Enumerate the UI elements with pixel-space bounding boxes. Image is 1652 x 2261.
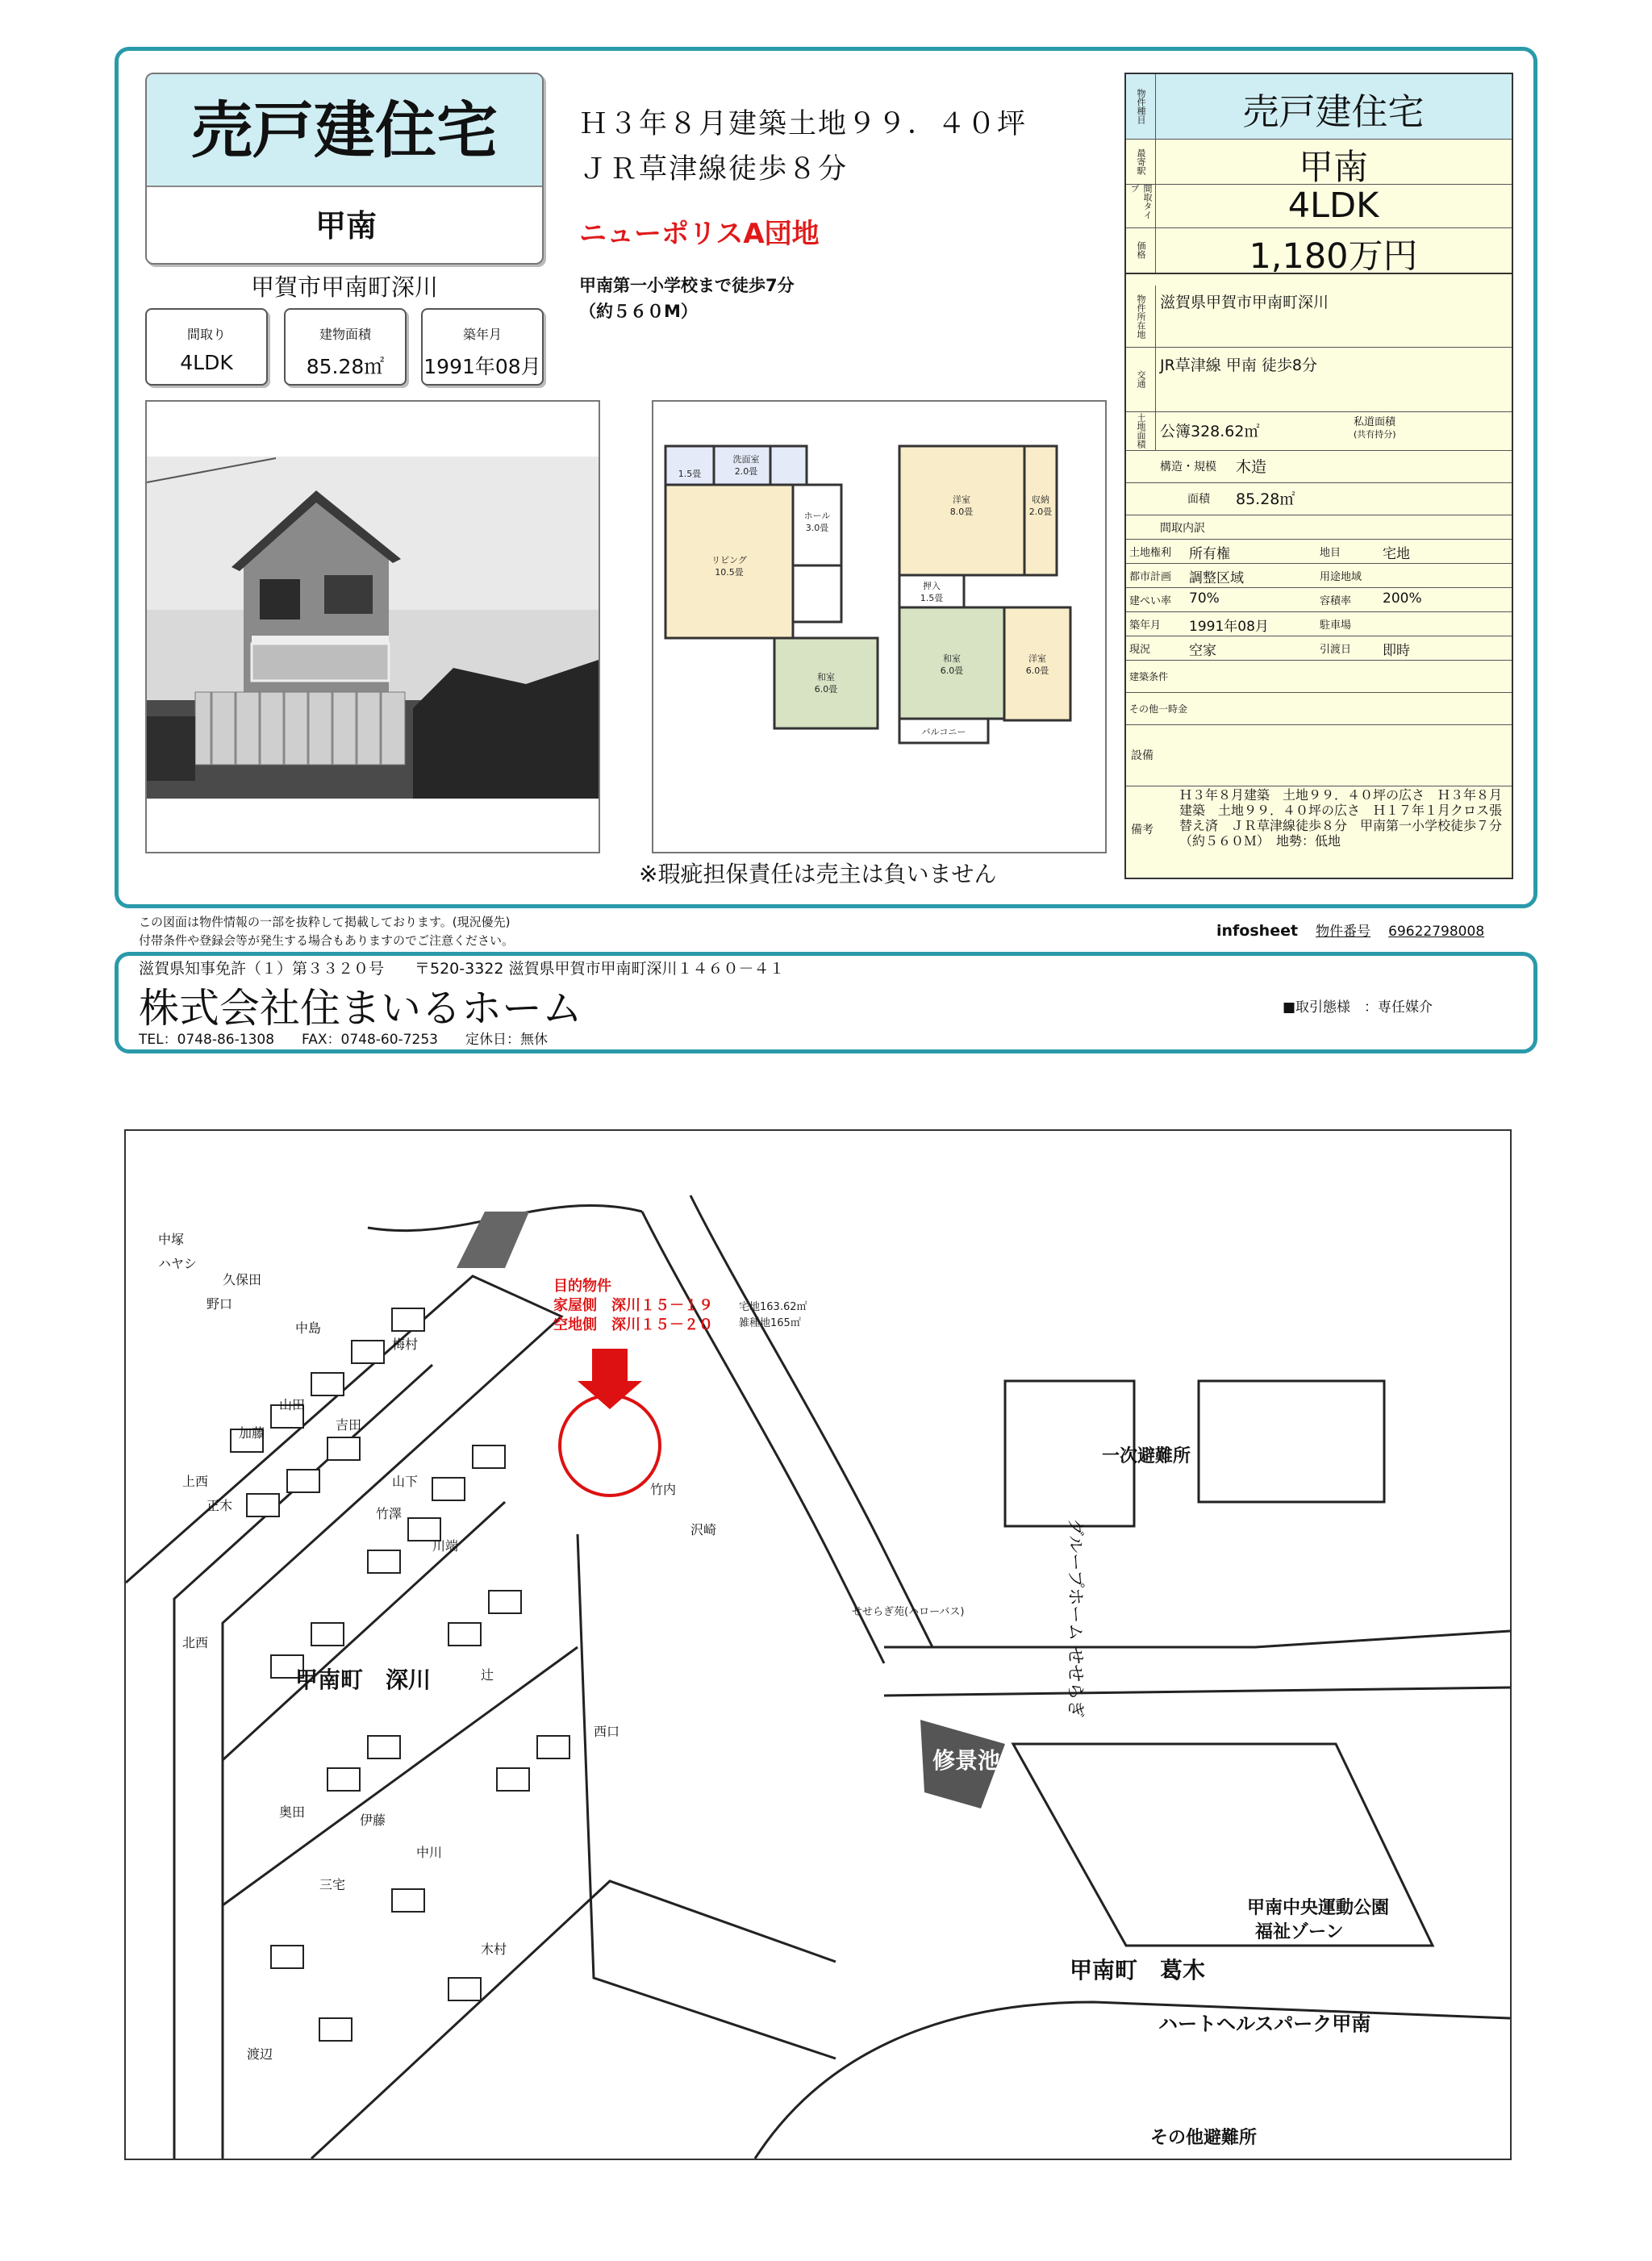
- map-district-kazuraki: 甲南町 葛木: [1070, 1957, 1206, 1984]
- spec-traffic-label: 交通: [1126, 347, 1156, 411]
- spec-type-row: [1126, 74, 1512, 140]
- spec-kv-row: [1126, 587, 1512, 612]
- spec-location-row: [1126, 286, 1512, 348]
- map-bus-stop: せせらぎ苑(ハローバス): [852, 1606, 965, 1618]
- infosheet-ref: [1216, 920, 1484, 940]
- map-resident: 梅村: [392, 1337, 419, 1352]
- spec-key: 都市計画: [1129, 571, 1172, 583]
- room-label: ホール: [803, 511, 831, 521]
- warranty-disclaimer: ※瑕疵担保責任は売主は負いません: [639, 861, 997, 887]
- school-line1: 甲南第一小学校まで徒歩7分: [579, 276, 795, 295]
- spec-value: 調整区域: [1189, 570, 1244, 586]
- map-park1: 甲南中央運動公園: [1247, 1898, 1390, 1918]
- map-target-line1: 家屋側 深川１５－１９: [553, 1297, 713, 1314]
- map-resident: 久保田: [223, 1272, 262, 1287]
- map-resident: 加藤: [239, 1425, 265, 1441]
- spec-structure-value: 木造: [1236, 458, 1267, 476]
- room-size: 2.0畳: [1028, 507, 1053, 517]
- house-photo-image: [147, 402, 599, 852]
- property-no-label: 物件番号: [1316, 924, 1371, 940]
- spec-key: 容積率: [1320, 595, 1352, 607]
- built-date-label: 築年月: [462, 327, 502, 342]
- map-resident: 伊藤: [360, 1813, 386, 1828]
- spec-price-row: [1126, 227, 1512, 277]
- layout-value: 4LDK: [180, 351, 233, 374]
- room-label: 洋室: [953, 494, 970, 505]
- map-district-fukawa: 甲南町 深川: [295, 1667, 432, 1693]
- spec-equipment-row: [1126, 724, 1512, 786]
- room-label: 洗面室: [732, 454, 760, 465]
- area-title: 甲南: [315, 208, 377, 244]
- room-label: リビング: [711, 555, 747, 565]
- spec-key: 現況: [1129, 644, 1151, 656]
- map-target-label: 目的物件: [553, 1278, 611, 1295]
- map-resident: 辻: [481, 1667, 494, 1683]
- layout-label: 間取り: [186, 327, 226, 342]
- spec-traffic-row: [1126, 347, 1512, 412]
- map-resident: 沢崎: [690, 1522, 717, 1537]
- spec-kv-row: [1126, 539, 1512, 564]
- spec-layout-value: 4LDK: [1287, 186, 1379, 226]
- map-resident: 木村: [481, 1942, 507, 1957]
- room-size: 10.5畳: [715, 567, 744, 578]
- floor-area-value: 85.28㎡: [306, 355, 385, 378]
- floor-area-label: 建物面積: [319, 327, 371, 342]
- property-no: 69622798008: [1388, 924, 1485, 940]
- map-pond: 修景池: [932, 1747, 1001, 1774]
- map-resident: 上西: [182, 1474, 209, 1489]
- school-distance: [579, 273, 795, 324]
- room-label: 和室: [943, 653, 961, 664]
- spec-remarks-value: Ｈ３年８月建築 土地９９．４０坪の広さ Ｈ３年８月建築 土地９９．４０坪の広さ Ｈ１７年１月クロス張替え済 ＪＲ草津線徒歩８分 甲南第一小学校徒歩７分（約５６０Ｍ） 地勢：低地: [1179, 787, 1503, 849]
- spec-key: 建ぺい率: [1129, 595, 1172, 607]
- headline: [579, 102, 1095, 192]
- spec-land-row: [1126, 411, 1512, 451]
- map-resident: 竹内: [650, 1482, 677, 1497]
- spec-key: 引渡日: [1320, 644, 1352, 656]
- map-evac1: 一次避難所: [1102, 1446, 1191, 1466]
- spec-layout-label: 間取タイプ: [1126, 184, 1156, 227]
- spec-floor-area-row: [1126, 482, 1512, 515]
- spec-fee-row: [1126, 660, 1512, 693]
- spec-kv-row: [1126, 563, 1512, 588]
- map-resident: 西口: [594, 1724, 620, 1739]
- spec-value: 1991年08月: [1189, 619, 1269, 635]
- built-date-box: [421, 308, 544, 386]
- room-label: 和室: [817, 672, 835, 682]
- floor-area-box: [284, 308, 407, 386]
- room-size: 2.0畳: [734, 466, 758, 477]
- spec-value: 宅地: [1383, 546, 1410, 562]
- spec-private-road-sub: (共有持分): [1354, 429, 1396, 440]
- map-target-area2: 雑種地165㎡: [739, 1317, 801, 1329]
- headline-line1: Ｈ３年８月建築土地９９．４０坪: [579, 108, 1028, 140]
- map-target-area1: 宅地163.62㎡: [739, 1301, 807, 1313]
- spec-remarks-row: [1126, 786, 1512, 881]
- spec-area-value: 甲南: [1299, 148, 1368, 188]
- school-line2: （約５６０M）: [579, 302, 698, 321]
- spec-kv-row: [1126, 636, 1512, 661]
- map-resident: 野口: [206, 1296, 233, 1312]
- spec-key: 土地権利: [1129, 547, 1172, 559]
- map-resident: 渡辺: [247, 2046, 273, 2062]
- map-group-home: グループホーム せせらぎ: [1065, 1518, 1085, 1718]
- map-drawing: [126, 1131, 1510, 2159]
- spec-land-value: 公簿328.62㎡: [1160, 423, 1260, 440]
- location-map: [124, 1129, 1512, 2160]
- map-resident: 北西: [182, 1635, 209, 1650]
- room-size: 6.0畳: [814, 684, 838, 695]
- footer-note: [139, 913, 514, 950]
- room-label: バルコニー: [921, 727, 966, 737]
- spec-other-row: [1126, 692, 1512, 725]
- spec-price-value: 1,180万円: [1249, 236, 1418, 277]
- contact-line: TEL：0748-86-1308 FAX：0748-60-7253 定休日：無休: [139, 1032, 548, 1048]
- spec-value: 70%: [1189, 590, 1220, 607]
- spec-remarks-label: 備考: [1131, 824, 1153, 836]
- spec-key: 築年月: [1129, 619, 1162, 632]
- map-resident: ハヤシ: [158, 1256, 197, 1271]
- transaction-type: ■取引態様 ：専任媒介: [1283, 999, 1433, 1016]
- spec-structure-label: 構造・規模: [1160, 461, 1216, 473]
- map-resident: 山下: [392, 1474, 419, 1489]
- map-evac2: その他避難所: [1150, 2128, 1258, 2148]
- headline-line2: ＪＲ草津線徒歩８分: [579, 153, 849, 186]
- page-title: 売戸建住宅: [147, 74, 542, 187]
- map-resident: 吉田: [336, 1417, 362, 1433]
- room-label: 押入: [923, 581, 941, 591]
- title-box: [145, 73, 544, 265]
- spec-equipment-label: 設備: [1131, 749, 1153, 762]
- map-park2: 福祉ゾーン: [1255, 1922, 1344, 1942]
- spec-value: 即時: [1383, 643, 1410, 659]
- map-resident: 三宅: [319, 1877, 346, 1892]
- spec-floor-detail-label: 間取内訳: [1160, 522, 1205, 535]
- spec-value: 200%: [1383, 590, 1422, 607]
- spec-floor-area-value: 85.28㎡: [1236, 490, 1295, 508]
- room-size: 6.0畳: [940, 665, 964, 676]
- spec-key: 地目: [1320, 547, 1341, 559]
- map-resident: 川端: [432, 1538, 459, 1554]
- footer-note-line1: この図面は物件情報の一部を抜粋して掲載しております。(現況優先): [139, 915, 511, 929]
- layout-box: [145, 308, 268, 386]
- map-resident: 中塚: [158, 1232, 185, 1247]
- map-resident: 山田: [279, 1397, 306, 1412]
- spec-table: [1124, 73, 1513, 879]
- spec-fee-label: 建築条件: [1129, 671, 1169, 682]
- spec-layout-row: [1126, 184, 1512, 228]
- spec-private-road-label: 私道面積: [1354, 416, 1396, 428]
- room-label: 洋室: [1028, 653, 1046, 664]
- house-photo: [145, 400, 600, 853]
- spec-traffic-value: JR草津線 甲南 徒歩8分: [1160, 357, 1317, 374]
- spec-kv-row: [1126, 611, 1512, 636]
- spec-area-row: [1126, 139, 1512, 188]
- room-size: 8.0畳: [949, 507, 974, 517]
- spec-structure-row: [1126, 450, 1512, 483]
- company-name: 株式会社住まいるホーム: [139, 985, 582, 1032]
- built-date-value: 1991年08月: [423, 355, 541, 378]
- map-park3: ハートヘルスパーク甲南: [1158, 2013, 1371, 2035]
- spec-area-label: 最寄駅: [1126, 139, 1156, 184]
- footer-note-line2: 付帯条件や登録会等が発生する場合もありますのでご注意ください。: [139, 933, 515, 948]
- spec-key: 用途地域: [1320, 571, 1362, 583]
- spec-location-label: 物件所在地: [1126, 286, 1156, 347]
- map-resident: 中島: [295, 1320, 322, 1336]
- spec-type-label: 物件種目: [1126, 74, 1156, 139]
- spec-floor-detail-row: [1126, 515, 1512, 540]
- address-caption: 甲賀市甲南町深川: [250, 273, 438, 301]
- room-size: 6.0畳: [1025, 665, 1049, 676]
- spec-floor-area-label: 面積: [1187, 493, 1210, 506]
- room-size: 1.5畳: [920, 593, 944, 603]
- map-resident: 正木: [206, 1498, 233, 1513]
- room-size: 1.5畳: [678, 469, 702, 479]
- license-line: 滋賀県知事免許（１）第３３２０号 〒520-3322 滋賀県甲賀市甲南町深川１４６０－４１: [139, 960, 785, 978]
- spec-type-value: 売戸建住宅: [1242, 90, 1425, 133]
- map-resident: 奥田: [279, 1804, 306, 1820]
- spec-value: 所有権: [1189, 546, 1230, 562]
- map-resident: 中川: [416, 1845, 443, 1860]
- spec-land-label: 土地面積: [1126, 411, 1156, 450]
- map-target-line2: 空地側 深川１５－２０: [553, 1316, 713, 1333]
- map-resident: 竹澤: [376, 1506, 403, 1521]
- room-label: 収納: [1032, 494, 1049, 505]
- spec-price-label: 価格: [1126, 227, 1156, 273]
- newtown-name: ニューポリスA団地: [579, 218, 820, 250]
- spec-location-value: 滋賀県甲賀市甲南町深川: [1160, 294, 1329, 311]
- spec-value: 空家: [1189, 643, 1216, 659]
- spec-key: 駐車場: [1320, 619, 1352, 632]
- room-size: 3.0畳: [805, 523, 829, 533]
- floor-plan-drawing: [653, 402, 1105, 852]
- floor-plan: [652, 400, 1107, 853]
- spec-other-label: その他一時金: [1129, 703, 1188, 715]
- infosheet-label: infosheet: [1216, 922, 1299, 940]
